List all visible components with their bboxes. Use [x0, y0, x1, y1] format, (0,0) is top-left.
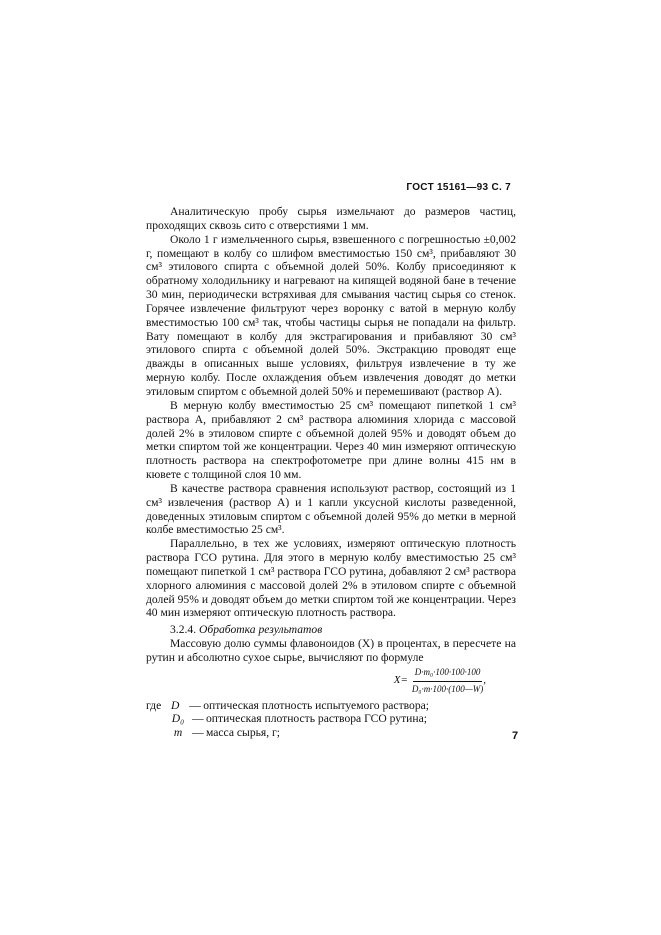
body-text: [146, 205, 519, 742]
formula-lhs: X=: [393, 674, 408, 687]
formula-numerator: D·m₀·100·100·100: [413, 666, 483, 682]
section-heading: [146, 623, 516, 637]
formula: [146, 666, 486, 697]
paragraph-3: В мерную колбу вместимостью 25 см³ помещают пипеткой 1 см³ раствора А, прибавляют 2 см³ раствора алюминия хлорида с массовой долей 2% в этиловом спирте с объемной долей 95% и доводят объем до метки спиртом той же концентрации. Через 40 мин измеряют оптическую плотность раствора на спектрофотометре при длине волны 415 нм в кювете с толщиной слоя 10 мм.: [146, 398, 516, 482]
paragraph-5: Параллельно, в тех же условиях, измеряют оптическую плотность раствора ГСО рутина. Для этого в мерную колбу вместимостью 25 см³ помещают пипеткой 1 см³ раствора ГСО рутина, добавляют 2 см³ раствора хлорного алюминия с массовой долей 2% в этиловом спирте с объемной долей 95% и доводят объем до метки спиртом той же концентрации. Через 40 мин измеряют оптическую плотность раствора.: [146, 537, 516, 620]
definitions-list: [146, 698, 519, 742]
definition-dash: —: [192, 712, 204, 726]
page-header: ГОСТ 15161—93 С. 7: [406, 182, 511, 193]
definition-symbol: m: [173, 726, 183, 740]
section-title: Обработка результатов: [199, 623, 323, 637]
formula-intro: Массовую долю суммы флавоноидов (X) в процентах, в пересчете на рутин и абсолютно сухое сырье, вычисляют по формуле: [146, 637, 516, 664]
section-number: 3.2.4.: [170, 623, 197, 637]
definition-dash: —: [189, 698, 201, 712]
definition-symbol: D₀: [171, 712, 185, 726]
formula-end: ,: [483, 674, 486, 687]
formula-denominator: D₀·m·100·(100—W): [411, 683, 484, 694]
definition-text: масса сырья, г;: [206, 726, 281, 740]
page-number: 7: [512, 730, 519, 742]
definition-symbol: D: [171, 698, 180, 712]
definition-item: [146, 699, 516, 713]
definition-item: [146, 712, 516, 726]
paragraph-4: В качестве раствора сравнения используют раствор, состоящий из 1 см³ извлечения (раствор А) и 1 капли уксусной кислоты разведенной, доведенных этиловым спиртом с объемной долей 95% до метки в мерной колбе вместимостью 25 см³.: [146, 481, 516, 537]
definition-dash: —: [192, 726, 204, 740]
definition-text: оптическая плотность испытуемого раствора;: [203, 698, 429, 712]
definition-item: [146, 726, 519, 742]
definition-lead: где: [146, 698, 162, 712]
paragraph-2: Около 1 г измельченного сырья, взвешенного с погрешностью ±0,002 г, помещают в колбу со шлифом вместимостью 150 см³, прибавляют 30 см³ этилового спирта с объемной долей 50%. Колбу присоединяют к обратному холодильнику и нагревают на кипящей водяной бане в течение 30 мин, периодически встряхивая для смывания частиц сырья со стенок. Горячее извлечение фильтруют через воронку с ватой в мерную колбу вместимостью 100 см³ так, чтобы частицы сырья не попадали на фильтр. Вату помещают в колбу для экстрагирования и прибавляют 30 см³ этилового спирта с объемной долей 50%. Экстракцию проводят еще дважды в описанных выше условиях, фильтруя извлечение в ту же мерную колбу. После охлаждения объем извлечения доводят до метки этиловым спиртом с объемной долей 50% и перемешивают (раствор А).: [146, 232, 516, 398]
paragraph-1: Аналитическую пробу сырья измельчают до размеров частиц, проходящих сквозь сито с отверстиями 1 мм.: [146, 205, 516, 232]
definition-text: оптическая плотность раствора ГСО рутина;: [206, 712, 427, 726]
definition-lead: [146, 712, 158, 726]
definition-lead: [146, 726, 158, 740]
formula-fraction: [412, 666, 483, 697]
